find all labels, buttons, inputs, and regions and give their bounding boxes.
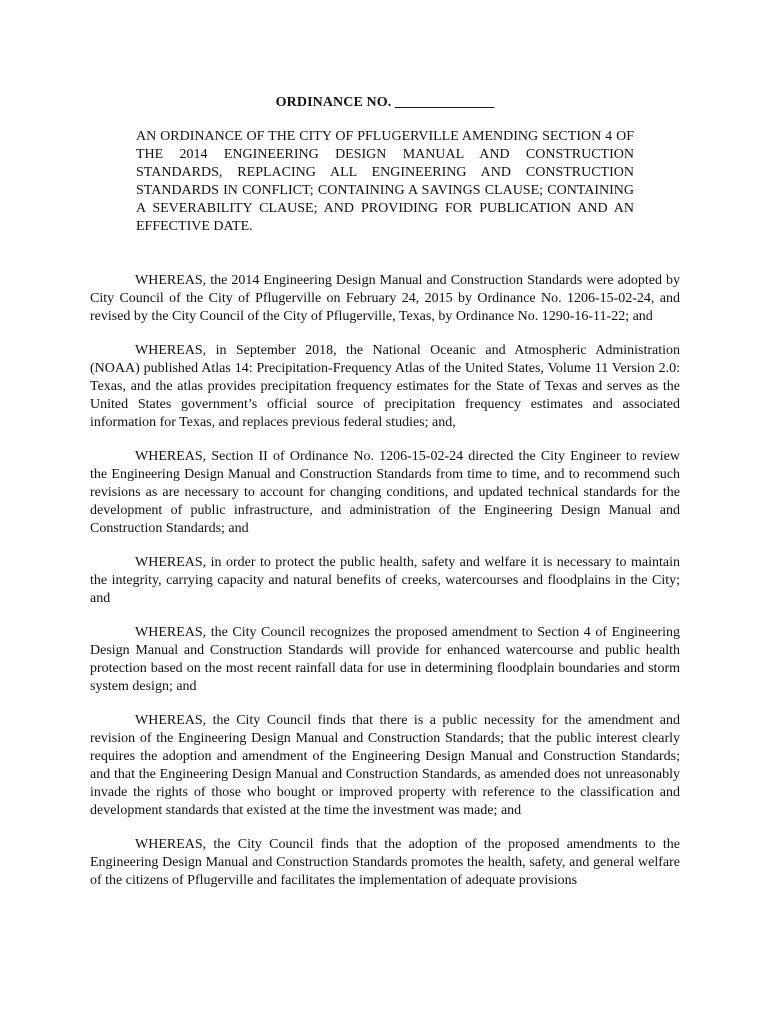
whereas-paragraph-6: WHEREAS, the City Council finds that there is a public necessity for the amendment and revision of the Engineering Design Manual and Construction Standards; that the public interest clearly requires the adoption and amendment of the Engineering Design Manual and Construction Standards; and that the Engineering Design Manual and Construction Standards, as amended does not unreasonably invade the rights of those who bought or improved property with reference to the classification and development standards that existed at the time the investment was made; and — [90, 713, 680, 818]
ordinance-body — [90, 272, 680, 906]
whereas-paragraph-7: WHEREAS, the City Council finds that the adoption of the proposed amendments to the Engineering Design Manual and Construction Standards promotes the health, safety, and general welfare of the citizens of Pflugerville and facilitates the implementation of adequate provisions — [90, 837, 680, 888]
whereas-paragraph-5: WHEREAS, the City Council recognizes the proposed amendment to Section 4 of Engineering Design Manual and Construction Standards will provide for enhanced watercourse and public health protection based on the most recent rainfall data for use in determining floodplain boundaries and storm system design; and — [90, 625, 680, 694]
whereas-paragraph-4: WHEREAS, in order to protect the public health, safety and welfare it is necessary to maintain the integrity, carrying capacity and natural benefits of creeks, watercourses and floodplains in the City; and — [90, 555, 680, 606]
ordinance-caption: AN ORDINANCE OF THE CITY OF PFLUGERVILLE AMENDING SECTION 4 OF THE 2014 ENGINEERING DESIGN MANUAL AND CONSTRUCTION STANDARDS, REPLACING ALL ENGINEERING AND CONSTRUCTION STANDARDS IN CONFLICT; CONTAINING A SAVINGS CLAUSE; CONTAINING A SEVERABILITY CLAUSE; AND PROVIDING FOR PUBLICATION AND AN EFFECTIVE DATE. — [136, 129, 634, 234]
whereas-paragraph-2: WHEREAS, in September 2018, the National Oceanic and Atmospheric Administration (NOAA) published Atlas 14: Precipitation-Frequency Atlas of the United States, Volume 11 Version 2.0: Texas, and the atlas provides precipitation frequency estimates for the State of Texas and serves as the United States government’s official source of precipitation frequency estimates and associated information for Texas, and replaces previous federal studies; and, — [90, 343, 680, 430]
ordinance-title: ORDINANCE NO. ______________ — [275, 95, 495, 110]
whereas-paragraph-3: WHEREAS, Section II of Ordinance No. 1206-15-02-24 directed the City Engineer to review the Engineering Design Manual and Construction Standards from time to time, and to recommend such revisions as are necessary to account for changing conditions, and updated technical standards for the development of public infrastructure, and administration of the Engineering Design Manual and Construction Standards; and — [90, 449, 680, 536]
whereas-paragraph-1: WHEREAS, the 2014 Engineering Design Manual and Construction Standards were adopted by City Council of the City of Pflugerville on February 24, 2015 by Ordinance No. 1206-15-02-24, and revised by the City Council of the City of Pflugerville, Texas, by Ordinance No. 1290-16-11-22; and — [90, 273, 680, 324]
